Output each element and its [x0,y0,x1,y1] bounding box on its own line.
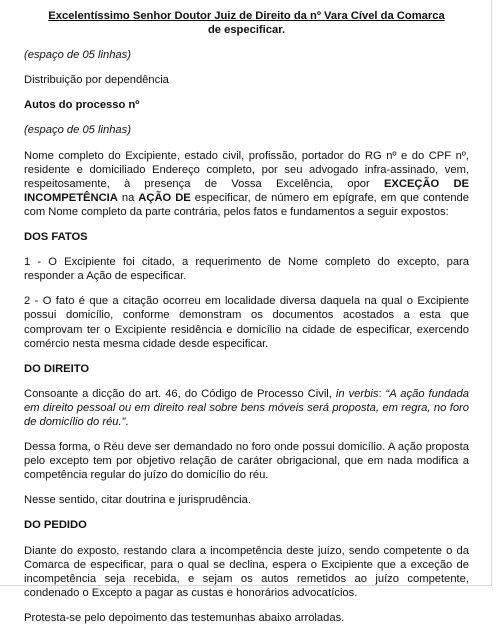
facts-heading: DOS FATOS [24,231,88,244]
intro-part-2: na [117,191,139,204]
facts-paragraph-1: 1 - O Excipiente foi citado, a requerimento de Nome completo do excepto, para responder a Ação de especificar. [24,256,469,283]
document-body [24,9,469,636]
case-heading: Autos do processo nº [24,99,140,112]
intro-paragraph [24,149,469,219]
distribution-line: Distribuição por dependência [24,74,169,87]
law-paragraph-1 [24,387,469,429]
title-line-2: de especificar. [207,24,286,37]
law-heading: DO DIREITO [24,362,90,375]
request-paragraph-2: Protesta-se pelo depoimento das testemunhas abaixo arroladas. [24,611,345,624]
document-title [24,9,469,37]
spacer-note-2: (espaço de 05 linhas) [24,124,131,137]
facts-paragraph-2: 2 - O fato é que a citação ocorreu em localidade diversa daquela na qual o Excipiente possui domicílio, conforme demonstram os documentos acostados a esta que comprovam ter o Excipiente residência e domicílio na cidade de especificar, exercendo comércio nesta mesma cidade desde especificar. [24,295,469,350]
intro-part-1: Nome completo do Excipiente, estado civil, profissão, portador do RG nº e do CPF nº, residente e domiciliado Endereço completo, por seu advogado infra-assinado, vem, respeitosamente, à presença de Vossa Excelência, opor [24,149,469,190]
title-line-1: Excelentíssimo Senhor Doutor Juiz de Direito da nº Vara Cível da Comarca [48,10,445,22]
intro-bold-action: AÇÃO DE [138,191,191,204]
request-heading: DO PEDIDO [24,519,87,532]
law-p1-end: . [125,415,129,428]
law-p1-start: Consoante a dicção do art. 46, do Código de Processo Civil, [24,387,336,400]
law-p1-colon: : [378,387,386,400]
spacer-note-1: (espaço de 05 linhas) [24,49,131,62]
law-paragraph-3: Nesse sentido, citar doutrina e jurisprudência. [24,494,251,507]
request-paragraph-1: Diante do exposto, restando clara a incompetência deste juízo, sendo competente o da Comarca de especificar, para o qual se declina, espera o Excipiente que a exceção de incompetência seja recebida, e sejam os autos remetidos ao juízo competente, condenado o Excepto a pagar as custas e honorários advocatícios. [24,544,469,599]
intro-bold-exception: EXCEÇÃO DE INCOMPETÊNCIA [24,177,469,204]
law-p1-in-verbis: in verbis [335,387,379,400]
intro-part-3: especificar, de número em epígrafe, em que contende com Nome completo da parte contrária, pelos fatos e fundamentos a seguir expostos: [24,191,469,218]
law-p1-quote: “A ação fundada em direito pessoal ou em direito real sobre bens móveis será proposta, em regra, no foro de domicílio do réu.” [24,387,469,428]
law-paragraph-2: Dessa forma, o Réu deve ser demandado no foro onde possui domicílio. A ação proposta pelo excepto tem por objetivo relação de caráter obrigacional, que em nada modifica a competência regular do juízo do domicílio do réu. [24,441,469,482]
